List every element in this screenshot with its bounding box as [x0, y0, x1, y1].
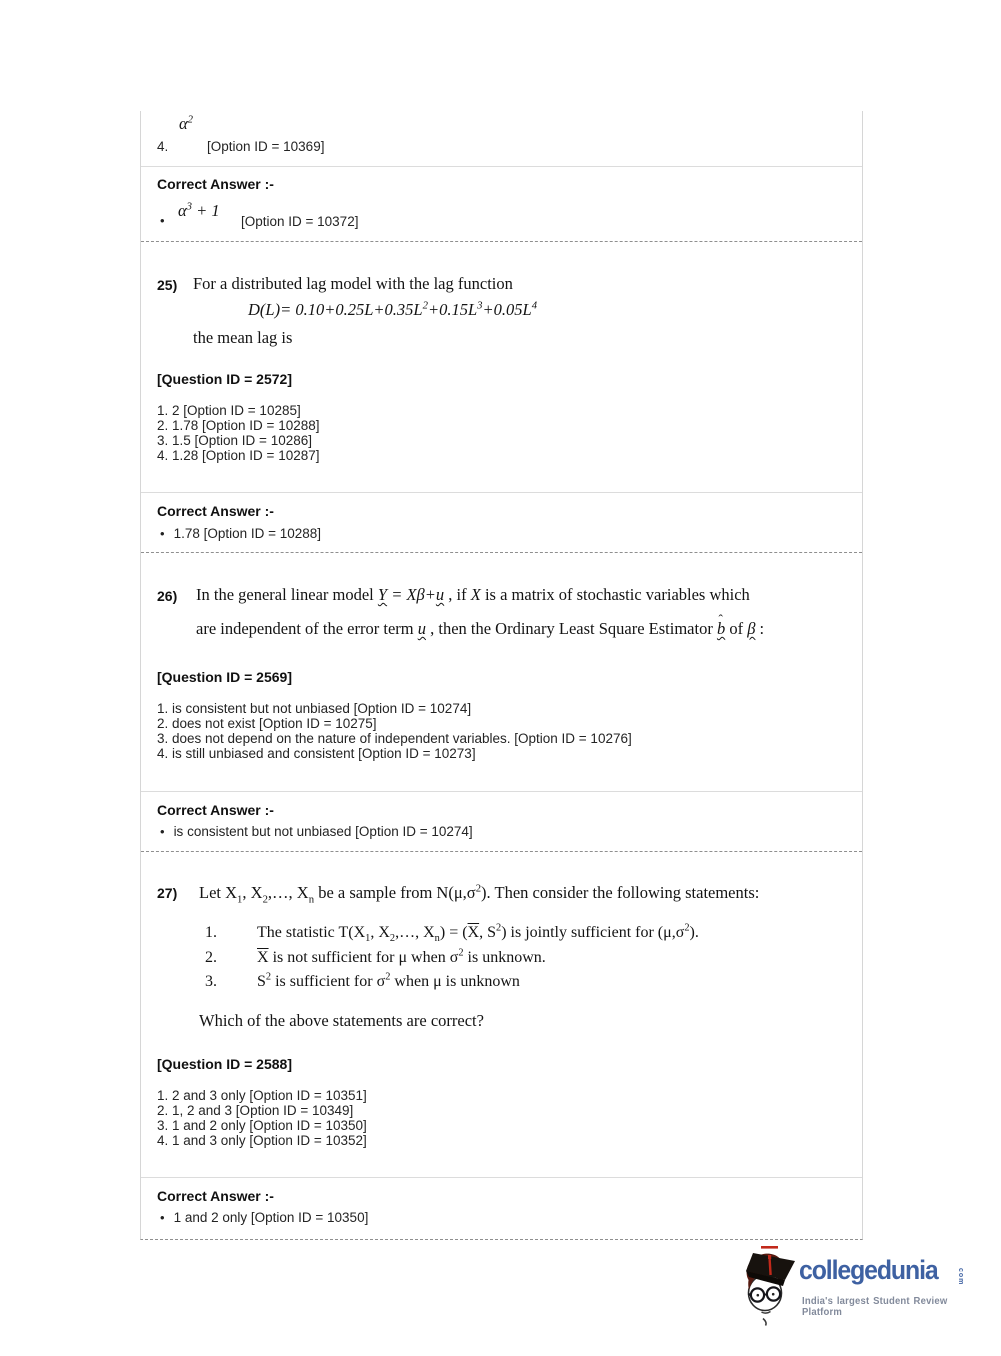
q27-option-2: 2. 1, 2 and 3 [Option ID = 10349]	[157, 1103, 354, 1118]
q27-intro: Let $X_1$, $X_2,\dots$, $X_n$ be a sample from $N(\mu,\sigma^2)$. Then consider the following statements:	[199, 882, 760, 906]
q25-question-id: [Question ID = 2572]	[157, 371, 292, 387]
q27-number: 27)	[157, 885, 178, 901]
q26-option-1: 1. is consistent but not unbiased [Option ID = 10274]	[157, 701, 472, 716]
dashed-divider	[141, 241, 862, 242]
q26-answer-text: is consistent but not unbiased [Option ID = 10274]	[173, 824, 473, 839]
dashed-divider	[141, 851, 862, 852]
dashed-divider	[141, 552, 862, 553]
brand-tagline: India's largest Student Review Platform	[802, 1296, 948, 1318]
tail-answer-formula: $\alpha^3 + 1$	[178, 200, 220, 220]
q27-statement-3-text: $S^2$ is sufficient for $\sigma^2$ when μ is unknown	[257, 971, 520, 990]
q27-statement-1-number: 1.	[205, 924, 217, 941]
q25-correct-answer	[160, 525, 321, 543]
q26-option-2: 2. does not exist [Option ID = 10275]	[157, 716, 377, 731]
q25-formula: $D(L)= 0.10+0.25L+0.35L^2+0.15L^3+0.05L^4$	[248, 299, 538, 319]
q27-correct-answer	[160, 1209, 368, 1227]
bullet-icon: •	[160, 1210, 165, 1225]
row-divider	[141, 791, 862, 792]
bullet-icon: •	[160, 526, 165, 541]
q25-option-3: 3. 1.5 [Option ID = 10286]	[157, 433, 312, 448]
brand-tld: com	[957, 1268, 964, 1286]
q27-statement-3	[205, 973, 520, 991]
row-divider	[141, 166, 862, 167]
qa-table	[140, 111, 863, 1240]
q25-options	[157, 403, 320, 463]
q26-option-3: 3. does not depend on the nature of independent variables. [Option ID = 10276]	[157, 731, 632, 746]
q25-answer-text: 1.78 [Option ID = 10288]	[173, 526, 322, 541]
q26-option-4: 4. is still unbiased and consistent [Option ID = 10273]	[157, 746, 476, 761]
brand-wordmark: collegedunia	[799, 1255, 938, 1285]
q27-statement-2-text: $\overline{X}$ is not sufficient for μ when $\sigma^2$ is unknown.	[257, 947, 546, 966]
bullet-icon: •	[160, 213, 165, 228]
tail-option-number: 4.	[157, 139, 169, 154]
tail-answer-id: [Option ID = 10372]	[241, 214, 359, 229]
q27-question-id: [Question ID = 2588]	[157, 1056, 292, 1072]
q27-closing: Which of the above statements are correct?	[199, 1011, 484, 1030]
q25-option-4: 4. 1.28 [Option ID = 10287]	[157, 448, 320, 463]
q27-statement-2-number: 2.	[205, 949, 217, 966]
tail-correct-answer-label: Correct Answer :-	[157, 176, 274, 192]
tail-option-id: [Option ID = 10369]	[207, 139, 325, 154]
q26-text-line1: In the general linear model Y = Xβ+u , if X is a matrix of stochastic variables which	[196, 585, 750, 604]
q27-option-3: 3. 1 and 2 only [Option ID = 10350]	[157, 1118, 367, 1133]
bullet-icon: •	[160, 824, 165, 839]
row-divider	[141, 492, 862, 493]
row-divider	[141, 1177, 862, 1178]
q25-intro: For a distributed lag model with the lag function	[193, 274, 513, 293]
q27-options	[157, 1088, 367, 1148]
tail-option-formula: $\alpha^2$	[179, 113, 194, 133]
q26-number: 26)	[157, 588, 178, 604]
collegedunia-mascot-icon	[740, 1246, 798, 1328]
q27-option-1: 1. 2 and 3 only [Option ID = 10351]	[157, 1088, 367, 1103]
q27-correct-answer-label: Correct Answer :-	[157, 1188, 274, 1204]
q26-correct-answer	[160, 823, 473, 841]
q27-option-4: 4. 1 and 3 only [Option ID = 10352]	[157, 1133, 367, 1148]
q26-question-id: [Question ID = 2569]	[157, 669, 292, 685]
q25-outro: the mean lag is	[193, 328, 293, 347]
collegedunia-logo	[740, 1246, 996, 1338]
q25-option-1: 1. 2 [Option ID = 10285]	[157, 403, 301, 418]
q27-statement-1-text: The statistic $T(X_1$, $X_2,\dots$, $X_n) = (\overline{X}$, $S^2$) is jointly sufficient for $(\mu,\sigma^2)$.	[257, 922, 699, 945]
q26-correct-answer-label: Correct Answer :-	[157, 802, 274, 818]
q26-text-line2: are independent of the error term u , then the Ordinary Least Square Estimator b ˆ of β :	[196, 619, 764, 639]
q25-option-2: 2. 1.78 [Option ID = 10288]	[157, 418, 320, 433]
q26-options	[157, 701, 632, 761]
q25-correct-answer-label: Correct Answer :-	[157, 503, 274, 519]
q27-answer-text: 1 and 2 only [Option ID = 10350]	[173, 1210, 369, 1225]
q27-statement-2	[205, 949, 546, 967]
q27-statement-1	[205, 922, 699, 945]
q27-statement-3-number: 3.	[205, 973, 217, 990]
q25-number: 25)	[157, 277, 178, 293]
